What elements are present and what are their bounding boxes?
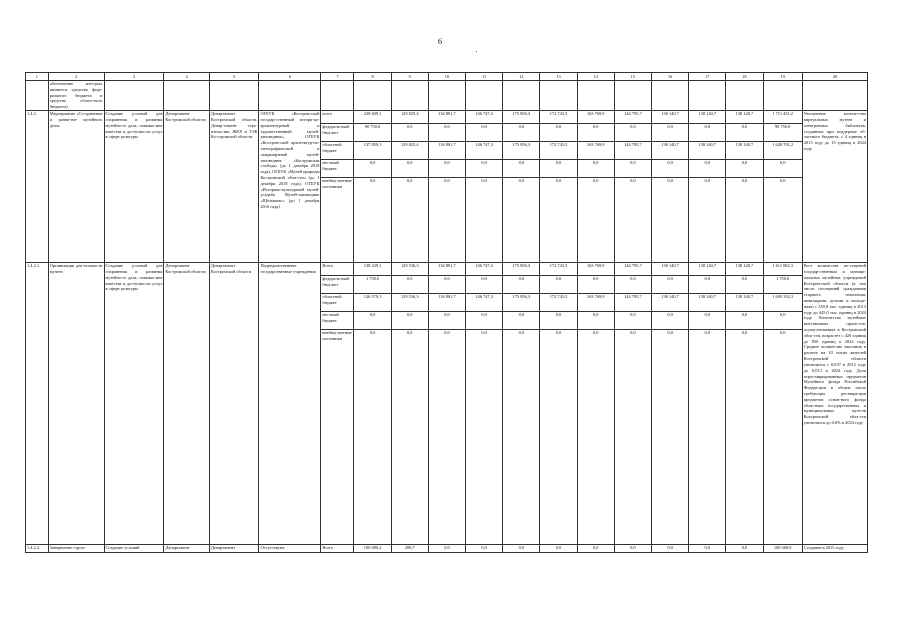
carry-over-text: обеспечение кото-рых являются средства феде-рального бюджета и средства област-ного бюджета) — [49, 81, 103, 110]
item-code: 1.4.2.1. — [26, 263, 49, 545]
amount-value: 0,0 — [578, 276, 614, 294]
amount-value: 90 750,0 — [354, 124, 390, 142]
amount-value: 0,0 — [779, 330, 786, 336]
item-executor: Департамент Костромской области, Депар-тамент стро-ительства, ЖКХ и ТЭК Ко-стромской области — [209, 111, 259, 263]
year-values — [689, 263, 726, 545]
year-values — [726, 545, 763, 553]
amount-value: 1 750,0 — [354, 276, 390, 294]
amount-value: 0,0 — [392, 160, 428, 178]
item-purpose: Создание условий — [104, 545, 164, 553]
year-values — [763, 263, 802, 545]
column-number-row — [26, 73, 868, 81]
amount-value: 0,0 — [444, 330, 450, 336]
amount-value: 0,0 — [779, 178, 786, 184]
amount-value: 1 611 082,3 — [764, 263, 802, 276]
funding-source: федераль-ный бюд-жет — [321, 124, 353, 142]
item-code: 1.4.2.2. — [26, 545, 49, 553]
amount-value: 0,0 — [592, 178, 599, 184]
column-number: 1 — [26, 73, 49, 81]
amount-value: 0,0 — [726, 276, 762, 294]
amount-value: 0,0 — [466, 312, 502, 330]
funding-sources — [321, 263, 354, 545]
year-values — [577, 545, 614, 553]
amount-value: 128 329,1 — [354, 263, 390, 276]
amount-value: 0,0 — [652, 276, 688, 294]
amount-value: 0,0 — [741, 330, 748, 336]
funding-source: областной бюджет — [321, 142, 353, 160]
amount-value: 0,0 — [481, 330, 487, 336]
column-number: 6 — [259, 73, 321, 81]
year-values — [763, 545, 802, 553]
year-values — [540, 111, 577, 263]
year-values — [614, 111, 651, 263]
amount-value: 134 881,7 — [429, 142, 465, 160]
amount-value: 0,0 — [540, 276, 576, 294]
expected-result: Рост количества по-сещений государ-ственных и муници-пальных музейных учреждений Костром-ской области (в том числе посещений гражданами старшего поколения, инвалидами, детьми и молоде-жью) с 350,8 тыс. единиц в 2013 году до 445,0 тыс. единиц в 2024 году. Количество музейных выставочных проек-тов, осуществляемых в Костромской обла-сти, возрастет с 420 единиц до 850 единиц к 2024 году. Среднее количество выставок в расчете на 10 тысяч жителей Костромской области увеличится с 0,037 в 2012 году до 0,013 в 2024 году. Доля отреставрированных предметов Музейного фонда Российской Федера-ции в общем числе требующих реставра-ции предметов основ-ного фонда областных государственных и муниципальных музе-ев Костромской обла-сти увеличится до 0,6% в 2024 году — [802, 263, 867, 545]
column-number: 17 — [689, 73, 726, 81]
amount-value: 0,0 — [518, 178, 525, 184]
amount-value: 138 140,7 — [689, 142, 725, 160]
amount-value: 0,0 — [407, 178, 413, 184]
expected-result: Создание в 2015 году — [802, 545, 867, 553]
year-values — [689, 545, 726, 553]
amount-value: 0,0 — [555, 330, 562, 336]
amount-value: 175 856,3 — [503, 263, 539, 276]
amount-value: 0,0 — [481, 545, 487, 551]
year-values — [503, 111, 540, 263]
amount-value: 0,0 — [615, 124, 651, 142]
amount-value: 144 795,7 — [615, 294, 651, 312]
amount-value: 1 609 332,3 — [764, 294, 802, 312]
amount-value: 0,0 — [429, 160, 465, 178]
item-coordinator: Департамент Костромской области — [164, 111, 209, 263]
amount-value: 0,0 — [667, 330, 673, 336]
amount-value: 0,0 — [667, 178, 673, 184]
amount-value: 172 743,5 — [540, 111, 576, 124]
amount-value: 0,0 — [407, 330, 413, 336]
amount-value: 0,0 — [466, 276, 502, 294]
amount-value: 0,0 — [392, 124, 428, 142]
amount-value: 0,0 — [630, 178, 636, 184]
year-values — [689, 111, 726, 263]
year-values — [391, 111, 428, 263]
amount-value: 0,0 — [429, 124, 465, 142]
year-values — [651, 545, 688, 553]
amount-value: 134 881,7 — [429, 111, 465, 124]
amount-value: 0,0 — [630, 545, 636, 551]
amount-value: 100 368,9 — [773, 545, 792, 551]
amount-value: 0,0 — [555, 545, 562, 551]
year-values — [651, 263, 688, 545]
item-name: Организация дея-тельности музеев — [48, 263, 104, 545]
funding-sources — [321, 545, 354, 553]
amount-value: 0,0 — [578, 124, 614, 142]
amount-value: 0,0 — [578, 160, 614, 178]
year-values — [354, 545, 391, 553]
item-purpose: Создание условий для сохранения и развития музейно-го дела, повыше-ние качества и доступности услуг в сфере культуры — [104, 263, 164, 545]
amount-value: 175 856,3 — [503, 111, 539, 124]
amount-value: 129 825,4 — [392, 111, 428, 124]
amount-value: 134 881,7 — [429, 263, 465, 276]
year-values — [354, 111, 391, 263]
column-number: 5 — [209, 73, 259, 81]
amount-value: 138 140,7 — [689, 294, 725, 312]
amount-value: 144 795,7 — [615, 142, 651, 160]
amount-value: 172 743,5 — [540, 294, 576, 312]
funding-source: внебюд-жетные источники — [322, 330, 352, 341]
amount-value: 100 080,2 — [363, 545, 382, 551]
amount-value: 0,0 — [466, 124, 502, 142]
column-number: 3 — [104, 73, 164, 81]
amount-value: 0,0 — [652, 312, 688, 330]
amount-value: 126 579,1 — [354, 294, 390, 312]
funding-source: Всего — [322, 545, 334, 551]
amount-value: 163 769,9 — [578, 142, 614, 160]
amount-value: 137 859,1 — [354, 142, 390, 160]
year-values — [466, 545, 503, 553]
amount-value: 288,7 — [404, 545, 415, 551]
item-recipient: ОГБУК «Костром-ской государ-ственный истори-ко-архитектурный и художественный музей-заповедник», ОГБУК «Костром-ской архитектур-но-этнографический и ландшафтный музей-заповедник «Костромская слобода» (до 1 декабря 2018 года), ОГБУК «Музей природы Костромской обла-сти» (до 1 декабря 2018 года), ОГБУК «Историко-культурный музей-усадьба Музей-заповедник «Щелыково» (до 1 декабря 2016 года) — [259, 111, 321, 263]
year-values — [503, 263, 540, 545]
amount-value: 138 140,7 — [726, 294, 762, 312]
item-recipient: Подведомственные государственные учреждения — [259, 263, 321, 545]
item-name: Завершение строи- — [48, 545, 104, 553]
amount-value: 0,0 — [518, 545, 525, 551]
amount-value: 138 140,7 — [652, 111, 688, 124]
column-number: 15 — [614, 73, 651, 81]
amount-value: 146 747,3 — [466, 263, 502, 276]
amount-value: 0,0 — [444, 545, 450, 551]
amount-value: 0,0 — [392, 312, 428, 330]
amount-value: 172 743,5 — [540, 142, 576, 160]
carry-over-row — [26, 81, 868, 111]
amount-value: 129 825,4 — [392, 142, 428, 160]
amount-value: 0,0 — [704, 330, 710, 336]
expected-result: Увеличение количе-ства виртуальных музеев и электронных библиотек, созданных при поддержке об-ластного бюджета, с 4 единиц в 2013 году до 15 единиц в 2024 году — [802, 111, 867, 263]
amount-value: 144 795,7 — [615, 263, 651, 276]
amount-value: 0,0 — [444, 178, 450, 184]
amount-value: 138 140,7 — [652, 294, 688, 312]
amount-value: 0,0 — [592, 545, 599, 551]
scan-dot — [476, 51, 477, 52]
amount-value: 0,0 — [466, 160, 502, 178]
amount-value: 0,0 — [741, 545, 748, 551]
year-values — [726, 263, 763, 545]
funding-source: всего — [321, 111, 353, 124]
amount-value: 0,0 — [689, 312, 725, 330]
column-number: 16 — [651, 73, 688, 81]
funding-source: местный бюджет — [321, 160, 353, 178]
amount-value: 0,0 — [726, 160, 762, 178]
amount-value: 0,0 — [481, 178, 487, 184]
amount-value: 0,0 — [503, 312, 539, 330]
amount-value: 0,0 — [726, 312, 762, 330]
amount-value: 0,0 — [369, 330, 376, 336]
amount-value: 0,0 — [764, 160, 802, 178]
amount-value: 134 881,7 — [429, 294, 465, 312]
amount-value: 1 620 701,2 — [764, 142, 802, 160]
amount-value: 0,0 — [429, 276, 465, 294]
amount-value: 175 856,3 — [503, 294, 539, 312]
year-values — [428, 263, 465, 545]
year-values — [651, 111, 688, 263]
amount-value: 0,0 — [392, 276, 428, 294]
amount-value: 0,0 — [578, 312, 614, 330]
amount-value: 0,0 — [429, 312, 465, 330]
year-values — [428, 545, 465, 553]
year-values — [503, 545, 540, 553]
year-values — [466, 111, 503, 263]
column-number: 19 — [763, 73, 802, 81]
amount-value: 138 140,7 — [652, 142, 688, 160]
amount-value: 163 769,9 — [578, 263, 614, 276]
amount-value: 0,0 — [503, 276, 539, 294]
column-number: 7 — [321, 73, 354, 81]
program-row — [26, 111, 868, 263]
item-coordinator: Департамент — [164, 545, 209, 553]
amount-value: 172 743,5 — [540, 263, 576, 276]
amount-value: 138 140,7 — [689, 263, 725, 276]
amount-value: 146 747,3 — [466, 294, 502, 312]
amount-value: 0,0 — [652, 124, 688, 142]
year-values — [466, 263, 503, 545]
amount-value: 175 856,3 — [503, 142, 539, 160]
amount-value: 163 769,9 — [578, 111, 614, 124]
column-number: 13 — [540, 73, 577, 81]
program-row — [26, 545, 868, 553]
item-name: Мероприятие «Со-хранение и разви-тие музейного дела» — [48, 111, 104, 263]
column-number: 14 — [577, 73, 614, 81]
funding-source: местный бюджет — [321, 312, 353, 330]
program-table — [25, 72, 868, 553]
amount-value: 1 711 431,2 — [764, 111, 802, 124]
year-values — [540, 263, 577, 545]
item-code: 1.4.2. — [26, 111, 49, 263]
amount-value: 138 140,7 — [652, 263, 688, 276]
funding-source: федераль-ный бюд-жет — [321, 276, 353, 294]
amount-value: 0,0 — [667, 545, 673, 551]
amount-value: 0,0 — [652, 160, 688, 178]
year-values — [577, 111, 614, 263]
amount-value: 0,0 — [704, 545, 710, 551]
funding-source: Всего — [321, 263, 353, 276]
amount-value: 144 795,7 — [615, 111, 651, 124]
column-number: 18 — [726, 73, 763, 81]
year-values — [577, 263, 614, 545]
amount-value: 0,0 — [615, 160, 651, 178]
amount-value: 146 747,3 — [466, 111, 502, 124]
year-values — [614, 263, 651, 545]
funding-source: областной бюджет — [321, 294, 353, 312]
item-recipient: Отсутствуют — [259, 545, 321, 553]
amount-value: 0,0 — [369, 178, 376, 184]
amount-value: 0,0 — [555, 178, 562, 184]
amount-value: 0,0 — [704, 178, 710, 184]
item-executor: Департамент — [209, 545, 259, 553]
column-number: 12 — [503, 73, 540, 81]
amount-value: 0,0 — [503, 124, 539, 142]
amount-value: 0,0 — [741, 178, 748, 184]
year-values — [428, 111, 465, 263]
page-number: 6 — [438, 37, 442, 46]
program-row — [26, 263, 868, 545]
amount-value: 1 750,0 — [764, 276, 802, 294]
column-number: 11 — [466, 73, 503, 81]
amount-value: 0,0 — [518, 330, 525, 336]
amount-value: 138 140,7 — [726, 263, 762, 276]
year-values — [726, 111, 763, 263]
item-purpose: Создание условий для сохранения и развития музейно-го дела, повыше-ние качества и доступности услуг в сфере культуры — [104, 111, 164, 263]
column-number: 20 — [802, 73, 867, 81]
amount-value: 146 747,3 — [466, 142, 502, 160]
amount-value: 0,0 — [764, 312, 802, 330]
year-values — [763, 111, 802, 263]
item-coordinator: Департамент Костромской области — [164, 263, 209, 545]
amount-value: 138 140,7 — [726, 111, 762, 124]
amount-value: 0,0 — [354, 160, 390, 178]
amount-value: 0,0 — [615, 276, 651, 294]
amount-value: 129 536,3 — [392, 294, 428, 312]
amount-value: 0,0 — [689, 160, 725, 178]
amount-value: 0,0 — [689, 276, 725, 294]
year-values — [391, 545, 428, 553]
amount-value: 129 536,3 — [392, 263, 428, 276]
amount-value: 138 140,7 — [726, 142, 762, 160]
amount-value: 0,0 — [354, 312, 390, 330]
amount-value: 0,0 — [689, 124, 725, 142]
amount-value: 228 609,1 — [354, 111, 390, 124]
column-number: 2 — [48, 73, 104, 81]
column-number: 10 — [428, 73, 465, 81]
amount-value: 138 140,7 — [689, 111, 725, 124]
amount-value: 0,0 — [615, 312, 651, 330]
amount-value: 0,0 — [540, 124, 576, 142]
year-values — [540, 545, 577, 553]
column-number: 4 — [164, 73, 209, 81]
amount-value: 90 750,0 — [764, 124, 802, 142]
amount-value: 163 769,9 — [578, 294, 614, 312]
year-values — [391, 263, 428, 545]
amount-value: 0,0 — [540, 160, 576, 178]
funding-source: внебюд-жетные источники — [322, 178, 352, 189]
year-values — [354, 263, 391, 545]
amount-value: 0,0 — [726, 124, 762, 142]
column-number: 8 — [354, 73, 391, 81]
column-number: 9 — [391, 73, 428, 81]
amount-value: 0,0 — [540, 312, 576, 330]
item-executor: Департамент Костромской области — [209, 263, 259, 545]
year-values — [614, 545, 651, 553]
amount-value: 0,0 — [503, 160, 539, 178]
amount-value: 0,0 — [630, 330, 636, 336]
amount-value: 0,0 — [592, 330, 599, 336]
funding-sources — [321, 111, 354, 263]
